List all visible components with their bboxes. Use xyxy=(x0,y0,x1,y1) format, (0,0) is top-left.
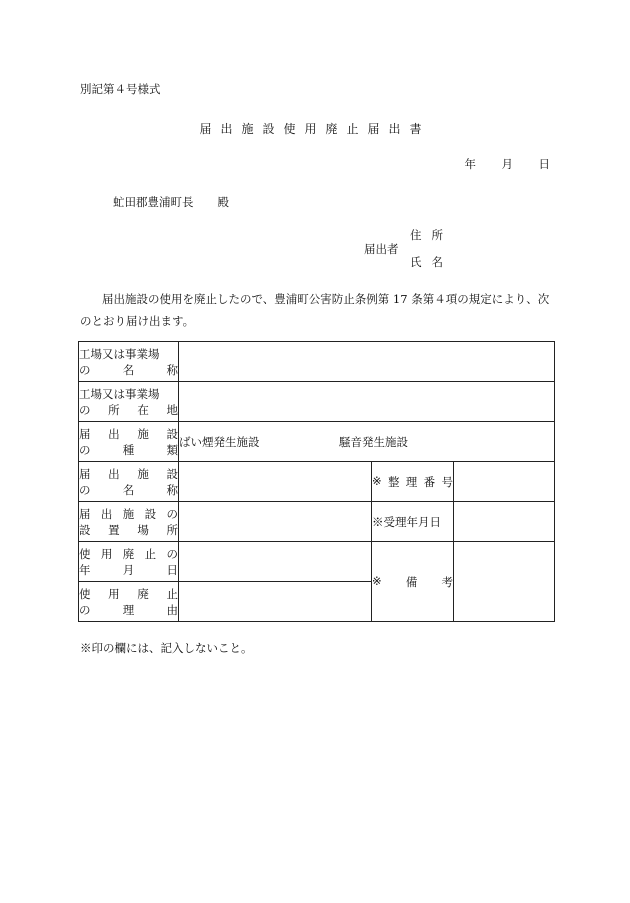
header-char: 日 xyxy=(166,562,178,577)
abolition-reason-header xyxy=(79,582,179,622)
header-char: 施 xyxy=(122,506,135,521)
applicant-name-label: 氏名 xyxy=(410,255,453,269)
header-line xyxy=(79,482,178,498)
factory-location-header xyxy=(79,382,179,422)
factory-name-header xyxy=(79,342,179,382)
header-char: 設 xyxy=(166,466,178,481)
header-line xyxy=(79,362,178,378)
header-char: 止 xyxy=(166,586,178,601)
facility-name-header xyxy=(79,462,179,502)
abolition-reason-field[interactable] xyxy=(179,582,372,622)
footnote: ※印の欄には、記入しないこと。 xyxy=(80,641,253,655)
header-line xyxy=(79,562,178,578)
header-char: 整 xyxy=(387,474,400,489)
header-char: 名 xyxy=(122,362,135,377)
header-char: 年 xyxy=(79,562,91,577)
day-label: 日 xyxy=(538,157,550,171)
header-char: 場 xyxy=(137,522,149,537)
header-char: の xyxy=(166,506,178,521)
header-char: 号 xyxy=(441,474,453,489)
notification-table xyxy=(78,341,555,622)
header-char: 名 xyxy=(122,482,135,497)
form-number: 別記第４号様式 xyxy=(80,82,161,96)
header-line xyxy=(79,522,178,538)
header-line: 工場又は事業場 xyxy=(79,386,160,401)
reference-number-header xyxy=(372,462,454,502)
document-title: 届出施設使用廃止届出書 xyxy=(199,122,431,136)
facility-place-field[interactable] xyxy=(179,502,372,542)
header-char: 届 xyxy=(79,466,91,481)
header-char: 出 xyxy=(108,466,120,481)
header-char: 由 xyxy=(166,602,178,617)
header-char: 届 xyxy=(79,506,91,521)
option-noise-facility[interactable]: 騒音発生施設 xyxy=(339,434,408,449)
header-char: 番 xyxy=(423,474,436,489)
table-row xyxy=(79,382,555,422)
header-char: 使 xyxy=(79,586,91,601)
header-line xyxy=(372,474,453,490)
header-char: 出 xyxy=(100,506,113,521)
header-char: 所 xyxy=(108,402,120,417)
header-char: 施 xyxy=(137,466,149,481)
header-char: 在 xyxy=(137,402,149,417)
factory-name-field[interactable] xyxy=(179,342,555,382)
addressee-name: 虻田郡豊浦町長 xyxy=(113,195,194,209)
remarks-header xyxy=(372,542,454,622)
header-char: 用 xyxy=(108,586,120,601)
facility-type-field[interactable] xyxy=(179,422,555,462)
header-line xyxy=(79,586,178,602)
header-char: 止 xyxy=(144,546,157,561)
facility-type-options xyxy=(179,434,554,450)
header-char: 称 xyxy=(166,362,178,377)
header-line xyxy=(372,574,453,590)
header-char: の xyxy=(79,362,91,377)
receipt-date-header: ※受理年月日 xyxy=(372,502,454,542)
facility-type-header xyxy=(79,422,179,462)
header-char: 出 xyxy=(108,426,120,441)
header-line xyxy=(79,402,178,418)
header-char: の xyxy=(79,442,91,457)
header-char: 種 xyxy=(122,442,135,457)
table-row xyxy=(79,502,555,542)
header-line xyxy=(79,426,178,442)
header-line xyxy=(79,546,178,562)
header-char: ※ xyxy=(372,473,382,488)
statement-text: 届出施設の使用を廃止したので、豊浦町公害防止条例第 17 条第４項の規定により、次のとおり届け出ます。 xyxy=(80,292,550,328)
table-row xyxy=(79,542,555,582)
table-row xyxy=(79,342,555,382)
option-smoke-facility[interactable]: ばい煙発生施設 xyxy=(179,434,260,449)
header-char: 届 xyxy=(79,426,91,441)
abolition-date-field[interactable] xyxy=(179,542,372,582)
header-line xyxy=(79,602,178,618)
header-char: 用 xyxy=(100,546,113,561)
header-char: 月 xyxy=(122,562,135,577)
header-line xyxy=(79,506,178,522)
header-char: ※ xyxy=(372,573,382,588)
year-label: 年 xyxy=(464,157,476,171)
header-line xyxy=(79,442,178,458)
header-char: 備 xyxy=(405,574,418,589)
header-char: 施 xyxy=(137,426,149,441)
date-line xyxy=(439,156,550,172)
header-line: 工場又は事業場 xyxy=(79,346,160,361)
table-row xyxy=(79,462,555,502)
factory-location-field[interactable] xyxy=(179,382,555,422)
facility-name-field[interactable] xyxy=(179,462,372,502)
header-char: の xyxy=(166,546,178,561)
header-char: 設 xyxy=(79,522,91,537)
reference-number-field[interactable] xyxy=(454,462,555,502)
header-char: 所 xyxy=(166,522,178,537)
table-row xyxy=(79,422,555,462)
addressee-honorific: 殿 xyxy=(217,195,229,209)
header-char: 設 xyxy=(144,506,157,521)
header-char: 理 xyxy=(122,602,135,617)
header-char: 廃 xyxy=(122,546,135,561)
addressee xyxy=(113,194,229,210)
header-char: 理 xyxy=(405,474,418,489)
abolition-date-header xyxy=(79,542,179,582)
header-char: 使 xyxy=(79,546,91,561)
receipt-date-field[interactable] xyxy=(454,502,555,542)
header-char: 称 xyxy=(166,482,178,497)
header-char: の xyxy=(79,482,91,497)
header-char: 地 xyxy=(166,402,178,417)
month-label: 月 xyxy=(501,157,513,171)
header-char: 類 xyxy=(166,442,178,457)
header-char: の xyxy=(79,402,91,417)
facility-place-header xyxy=(79,502,179,542)
applicant-address-label: 住所 xyxy=(410,228,453,242)
header-char: 置 xyxy=(108,522,120,537)
header-line xyxy=(79,466,178,482)
remarks-field[interactable] xyxy=(454,542,555,622)
header-char: 廃 xyxy=(137,586,149,601)
header-char: の xyxy=(79,602,91,617)
applicant-label: 届出者 xyxy=(364,242,399,256)
header-char: 設 xyxy=(166,426,178,441)
header-char: 考 xyxy=(441,574,453,589)
